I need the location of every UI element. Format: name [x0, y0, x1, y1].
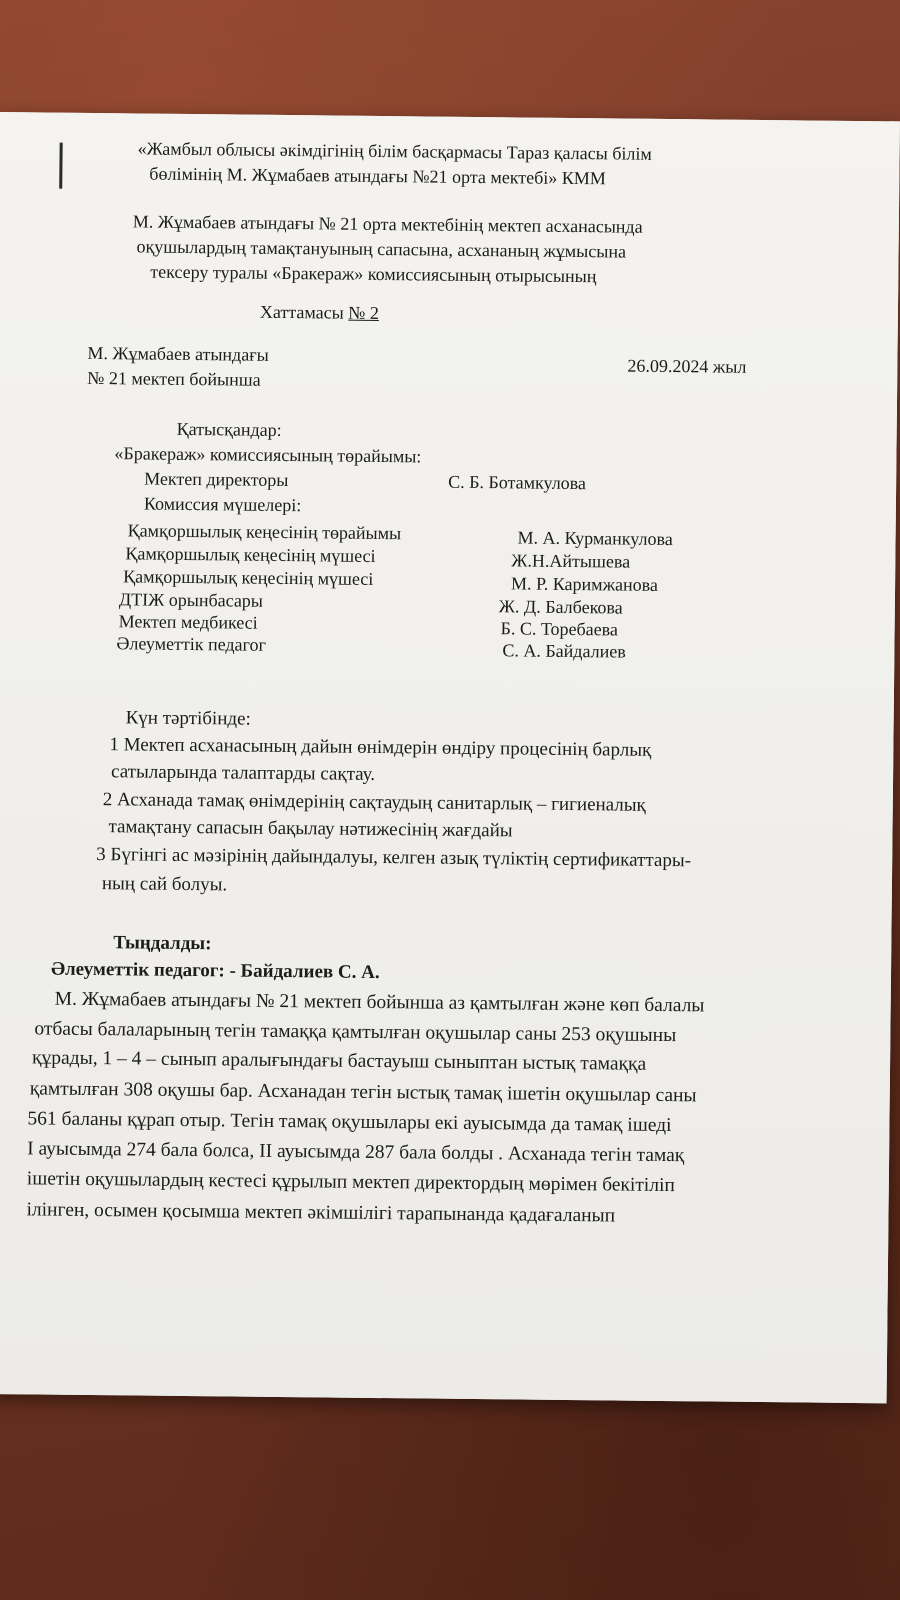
- body-line: құрады, 1 – 4 – сынып аралығындағы бастауыш сыныптан ыстық тамаққа: [31, 1047, 647, 1075]
- place-line-1: М. Жұмабаев атындағы: [87, 342, 269, 365]
- place-line-2: № 21 мектеп бойынша: [87, 367, 261, 390]
- margin-mark: [59, 143, 62, 189]
- body-line: І ауысымда 274 бала болса, ІІ ауысымда 287 бала болды . Асханада тегін тамақ: [27, 1138, 685, 1167]
- agenda-item-2-line-2: тамақтану сапасын бақылау нәтижесінің жағдайы: [108, 816, 513, 842]
- agenda-item-3-line-2: ның сай болуы.: [101, 873, 228, 896]
- subject-line-1: М. Жұмабаев атындағы № 21 орта мектебінің мектеп асханасында: [132, 211, 643, 237]
- body-line: отбасы балаларының тегін тамаққа қамтылған оқушылар саны 253 оқушыны: [34, 1018, 677, 1047]
- protocol-number: № 2: [348, 302, 380, 323]
- member-name: Б. С. Торебаева: [500, 618, 619, 640]
- member-name: С. А. Байдалиев: [502, 640, 626, 662]
- body-line: М. Жұмабаев атындағы № 21 мектеп бойынша аз қамтылған және көп балалы: [54, 988, 705, 1017]
- member-name: М. Р. Каримжанова: [510, 573, 659, 595]
- subject-line-2: оқушылардың тамақтануының сапасына, асхананың жұмысына: [136, 236, 627, 262]
- speaker-line: Әлеуметтік педагог: - Байдалиев С. А.: [50, 958, 380, 984]
- subject-line-3: тексеру туралы «Бракераж» комиссиясының отырысының: [150, 261, 597, 287]
- member-role: Қамқоршылық кеңесінің төрайымы: [127, 520, 402, 544]
- member-role: Қамқоршылық кеңесінің мүшесі: [125, 543, 376, 566]
- member-role: Әлеуметтік педагог: [116, 633, 267, 655]
- header-line-1: «Жамбыл облысы әкімдігінің білім басқармасы Тараз қаласы білім: [137, 138, 652, 164]
- body-line: ілінген, осымен қосымша мектеп әкімшілігі тарапынанда қадағаланып: [26, 1199, 616, 1227]
- heard-heading: Тыңдалды:: [113, 932, 212, 955]
- member-name: Ж.Н.Айтышева: [511, 550, 631, 572]
- agenda-heading: Күн тәртібінде:: [125, 707, 251, 730]
- protocol-label: Хаттамасы: [259, 301, 349, 323]
- member-name: Ж. Д. Балбекова: [498, 596, 623, 618]
- protocol-date: 26.09.2024 жыл: [627, 355, 747, 377]
- participants-heading: Қатысқандар:: [176, 418, 282, 440]
- body-line: ішетін оқушылардың кестесі құрылып мектеп директордың мөрімен бекітіліп: [26, 1168, 675, 1197]
- chair-name: С. Б. Ботамкулова: [448, 471, 587, 494]
- chair-heading: «Бракераж» комиссиясының төрайымы:: [114, 443, 422, 467]
- document-page: [0, 112, 900, 1403]
- body-line: 561 баланы құрап отыр. Тегін тамақ оқушылары екі ауысымда да тамақ ішеді: [27, 1108, 672, 1137]
- chair-role: Мектеп директоры: [144, 468, 289, 491]
- agenda-item-1-line-2: сатыларында талаптарды сақтау.: [110, 761, 376, 785]
- protocol-title: [260, 301, 379, 324]
- agenda-item-2-line-1: 2 Асханада тамақ өнімдерінің сақтаудың санитарлық – гигиеналық: [102, 789, 646, 816]
- member-role: Қамқоршылық кеңесінің мүшесі: [123, 566, 374, 589]
- agenda-item-1-line-1: 1 Мектеп асханасының дайын өнімдерін өндіру процесінің барлық: [109, 734, 652, 761]
- members-heading: Комиссия мүшелері:: [143, 493, 302, 516]
- header-line-2: бөлімінің М. Жұмабаев атындағы №21 орта мектебі» КММ: [149, 163, 606, 189]
- agenda-item-3-line-1: 3 Бүгінгі ас мәзірінің дайындалуы, келген азық түліктің сертификаттары-: [96, 844, 692, 872]
- member-role: ДТІЖ орынбасары: [118, 589, 264, 611]
- member-role: Мектеп медбикесі: [118, 611, 258, 633]
- body-line: қамтылған 308 оқушы бар. Асханадан тегін ыстық тамақ ішетін оқушылар саны: [29, 1078, 697, 1107]
- member-name: М. А. Курманкулова: [517, 527, 673, 550]
